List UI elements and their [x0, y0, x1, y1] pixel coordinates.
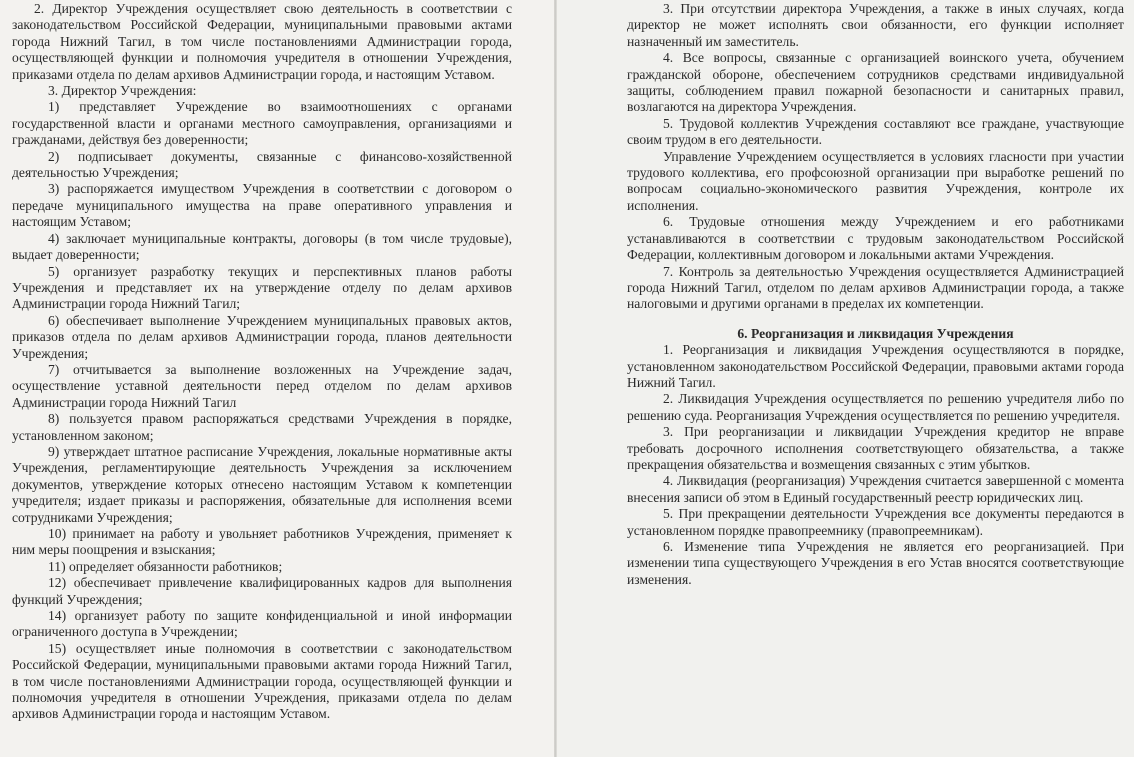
list-item: 3) распоряжается имуществом Учреждения в соответствии с договором о передаче муниципального имущества на праве оперативного управления и настоящим Уставом; — [12, 181, 512, 230]
paragraph: 3. При отсутствии директора Учреждения, а также в иных случаях, когда директор не может исполнять свои обязанности, его функции исполняет назначенный им заместитель. — [627, 1, 1124, 49]
list-item: 12) обеспечивает привлечение квалифицированных кадров для выполнения функций Учреждения; — [12, 575, 512, 607]
section-heading: 6. Реорганизация и ликвидация Учреждения — [737, 325, 1014, 341]
paragraph: 7. Контроль за деятельностью Учреждения осуществляется Администрацией города Нижний Тагил, отделом по делам архивов Администрации города, а также налоговыми и другими органами в пределах их компетенции. — [627, 263, 1124, 312]
list-item: 1) представляет Учреждение во взаимоотношениях с органами государственной власти и органами местного самоуправления, организациями и гражданами, действуя без доверенности; — [12, 99, 512, 148]
paragraph: Управление Учреждением осуществляется в условиях гласности при участии трудового коллектива, его профсоюзной организации при выработке решений по вопросам социально-экономического развития Учреждения, контроле их исполнения. — [627, 148, 1124, 213]
list-item: 8) пользуется правом распоряжаться средствами Учреждения в порядке, установленном законом; — [12, 411, 512, 443]
list-item: 5) организует разработку текущих и перспективных планов работы Учреждения и представляет их на утверждение отделу по делам архивов Администрации города Нижний Тагил; — [12, 263, 512, 312]
paragraph: 2. Ликвидация Учреждения осуществляется по решению учредителя либо по решению суда. Реорганизация Учреждения осуществляется по решению учредителя. — [627, 391, 1124, 423]
paragraph: 5. При прекращении деятельности Учреждения все документы передаются в установленном порядке правопреемнику (правопреемникам). — [627, 506, 1124, 538]
list-item: 11) определяет обязанности работников; — [48, 558, 283, 574]
paragraph: 6. Изменение типа Учреждения не является его реорганизацией. При изменении типа существующего Учреждения в его Устав вносятся соответствующие изменения. — [627, 539, 1124, 587]
list-item: 14) организует работу по защите конфиденциальной и иной информации ограниченного доступа в Учреждении; — [12, 608, 512, 640]
paragraph: 4. Все вопросы, связанные с организацией воинского учета, обучением гражданской обороне, обеспечением сотрудников средствами индивидуальной защиты, соблюдением правил пожарной безопасности и санитарных правил, возлагаются на директора Учреждения. — [627, 50, 1124, 115]
paragraph: 6. Трудовые отношения между Учреждением и его работниками устанавливаются в соответствии с трудовым законодательством Российской Федерации, коллективным договором и локальными актами Учреждения. — [627, 214, 1124, 263]
paragraph: 3. Директор Учреждения: — [48, 83, 197, 99]
paragraph: 4. Ликвидация (реорганизация) Учреждения считается завершенной с момента внесения записи об этом в Единый государственный реестр юридических лиц. — [627, 473, 1124, 505]
right-page — [557, 0, 1134, 757]
paragraph: 2. Директор Учреждения осуществляет свою деятельность в соответствии с законодательством Российской Федерации, муниципальными правовыми актами города Нижний Тагил, в том числе постановлениями Администрации города, осуществляющей функции и полномочия учредителя в отношении Учреждения, приказами отдела по делам архивов Администрации города, и настоящим Уставом. — [12, 1, 512, 82]
paragraph: 3. При реорганизации и ликвидации Учреждения кредитор не вправе требовать досрочного исполнения соответствующего обязательства, а также прекращения обязательства и возмещения связанных с этим убытков. — [627, 424, 1124, 472]
left-page — [0, 0, 556, 757]
list-item: 10) принимает на работу и увольняет работников Учреждения, применяет к ним меры поощрения и взыскания; — [12, 526, 512, 558]
list-item: 6) обеспечивает выполнение Учреждением муниципальных правовых актов, приказов отдела по делам архивов Администрации города, планов деятельности Учреждения; — [12, 312, 512, 361]
list-item: 7) отчитывается за выполнение возложенных на Учреждение задач, осуществление уставной деятельности перед отделом по делам архивов Администрации города Нижний Тагил — [12, 361, 512, 410]
list-item: 4) заключает муниципальные контракты, договоры (в том числе трудовые), выдает доверенности; — [12, 230, 512, 263]
list-item: 2) подписывает документы, связанные с финансово-хозяйственной деятельностью Учреждения; — [12, 148, 512, 181]
list-item: 9) утверждает штатное расписание Учреждения, локальные нормативные акты Учреждения, регламентирующие деятельность Учреждения за исключением документов, утверждение которых отнесено настоящим Уставом к компетенции учредителя; издает приказы и распоряжения, обязательные для исполнения всеми сотрудниками Учреждения; — [12, 443, 512, 525]
list-item: 15) осуществляет иные полномочия в соответствии с законодательством Российской Федерации, муниципальными правовыми актами города Нижний Тагил, в том числе постановлениями Администрации города, осуществляющей функции и полномочия учредителя в отношении Учреждения, приказами отдела по делам архивов Администрации города и настоящим Уставом. — [12, 640, 512, 722]
paragraph: 5. Трудовой коллектив Учреждения составляют все граждане, участвующие своим трудом в его деятельности. — [627, 115, 1124, 148]
paragraph: 1. Реорганизация и ликвидация Учреждения осуществляются в порядке, установленном законодательством Российской Федерации, правовыми актами города Нижний Тагил. — [627, 342, 1124, 390]
